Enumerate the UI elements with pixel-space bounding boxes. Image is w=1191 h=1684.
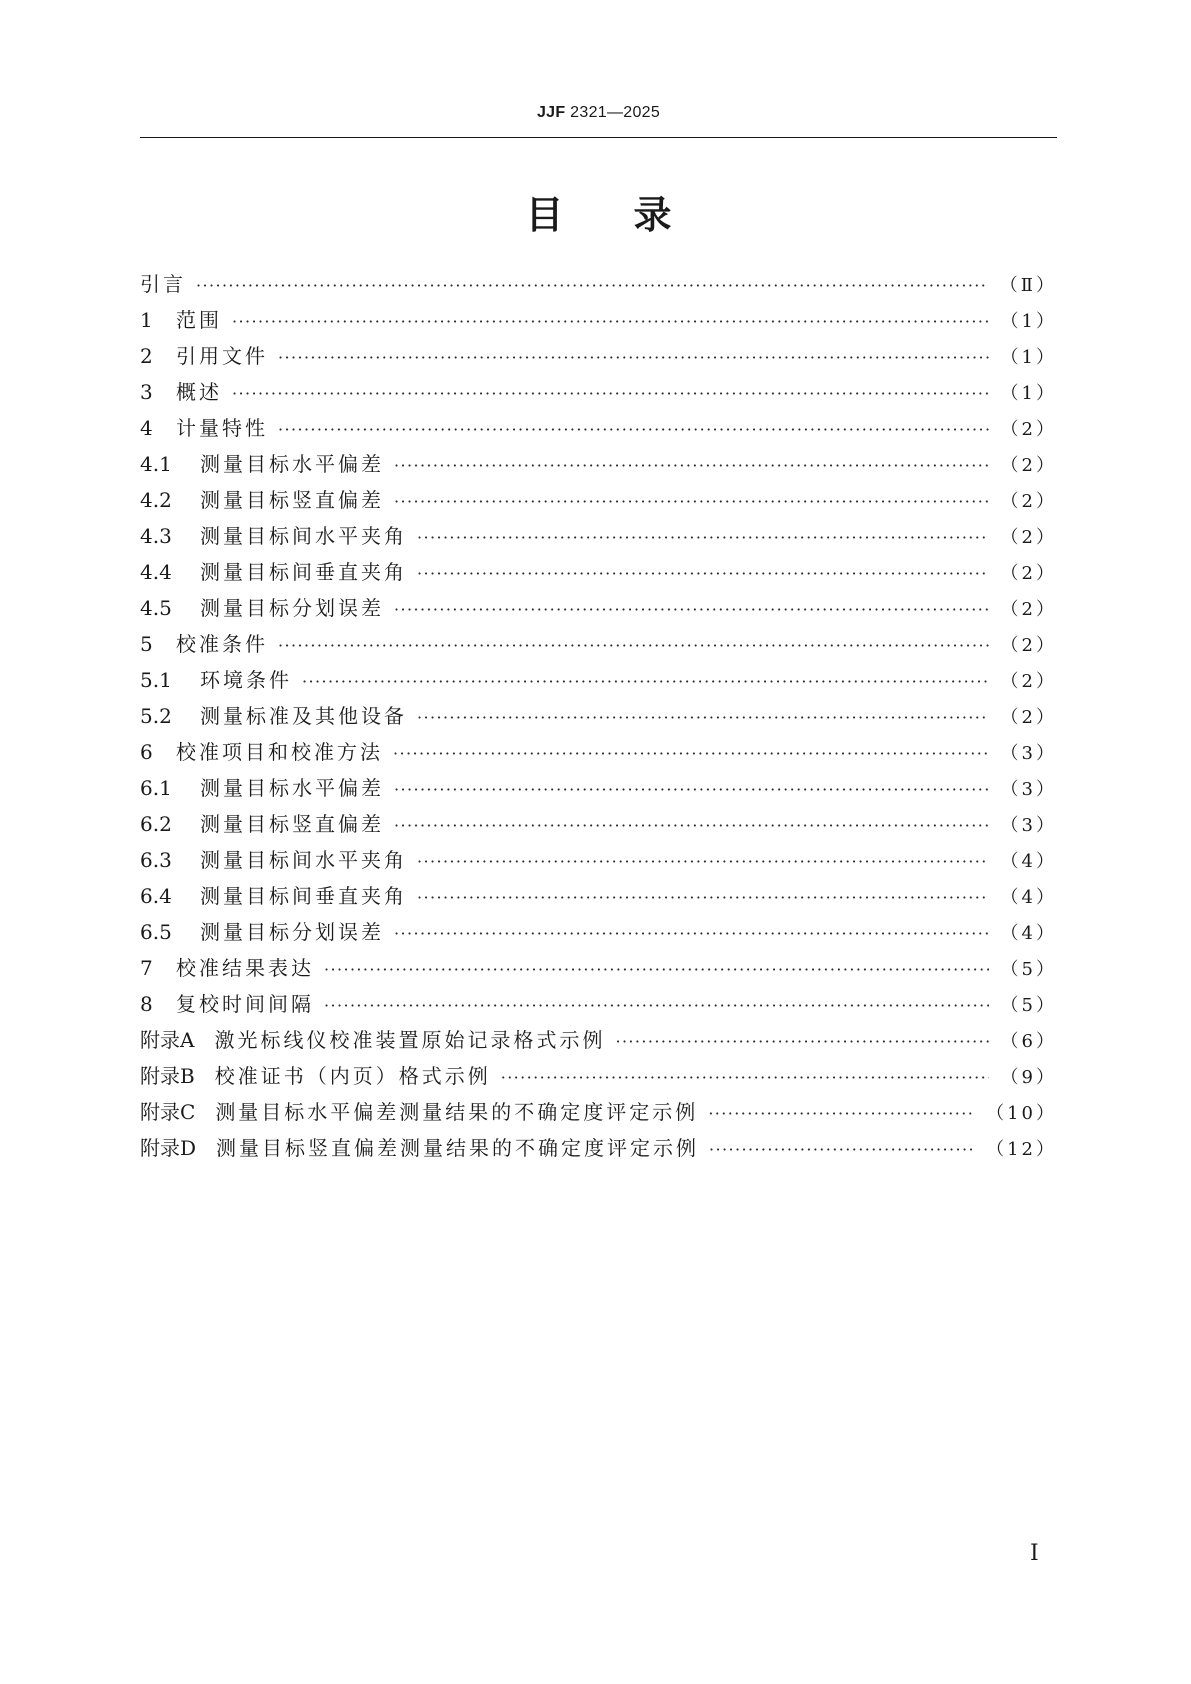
toc-entry-title: 测量目标间垂直夹角 xyxy=(200,884,407,908)
toc-leader-dots xyxy=(232,376,989,412)
toc-entry-number: 4.4 xyxy=(140,560,172,584)
toc-entry[interactable] xyxy=(140,1058,1057,1094)
toc-entry[interactable] xyxy=(140,914,1057,950)
toc-entry[interactable] xyxy=(140,1130,1057,1166)
toc-entry-title: 校准结果表达 xyxy=(176,956,314,980)
toc-leader-dots xyxy=(196,268,988,304)
table-of-contents xyxy=(140,266,1057,1166)
toc-leader-dots xyxy=(501,1060,989,1096)
toc-entry-number: 6.3 xyxy=(140,848,172,872)
toc-entry[interactable] xyxy=(140,338,1057,374)
toc-entry[interactable] xyxy=(140,554,1057,590)
page-number: Ⅰ xyxy=(1030,1541,1039,1566)
toc-entry-number: 6.1 xyxy=(140,776,172,800)
toc-entry-page: （2） xyxy=(1000,563,1057,584)
toc-entry-title: 测量目标竖直偏差测量结果的不确定度评定示例 xyxy=(216,1136,700,1160)
toc-entry-number: 3 xyxy=(140,380,153,404)
toc-entry-title: 测量目标水平偏差 xyxy=(200,776,384,800)
toc-entry-page: （1） xyxy=(1000,347,1057,368)
toc-entry-number: 4.3 xyxy=(140,524,172,548)
toc-entry-number: 6.4 xyxy=(140,884,172,908)
toc-entry-page: （10） xyxy=(986,1103,1057,1124)
toc-entry[interactable] xyxy=(140,878,1057,914)
toc-entry-page: （6） xyxy=(1000,1031,1057,1052)
toc-entry-number: 5 xyxy=(140,632,153,656)
toc-entry-page: （2） xyxy=(1000,491,1057,512)
toc-entry[interactable] xyxy=(140,446,1057,482)
toc-entry-number: 4 xyxy=(140,416,153,440)
toc-entry-page: （2） xyxy=(1000,419,1057,440)
toc-entry-page: （2） xyxy=(1000,599,1057,620)
toc-entry-page: （2） xyxy=(1000,455,1057,476)
document-code-number: 2321—2025 xyxy=(570,104,661,121)
toc-entry-title: 引言 xyxy=(140,272,186,296)
toc-entry[interactable] xyxy=(140,302,1057,338)
toc-entry-title: 测量目标水平偏差测量结果的不确定度评定示例 xyxy=(215,1100,699,1124)
toc-leader-dots xyxy=(417,700,989,736)
toc-entry-title: 测量目标间水平夹角 xyxy=(200,524,407,548)
toc-entry[interactable] xyxy=(140,986,1057,1022)
toc-entry-number: 5.2 xyxy=(140,704,172,728)
toc-entry-number: 1 xyxy=(140,308,153,332)
toc-entry-title: 测量目标竖直偏差 xyxy=(200,488,384,512)
toc-entry-title: 测量目标竖直偏差 xyxy=(200,812,384,836)
toc-entry[interactable] xyxy=(140,734,1057,770)
toc-entry-number: 6 xyxy=(140,740,153,764)
toc-leader-dots xyxy=(394,448,989,484)
toc-entry-number: 5.1 xyxy=(140,668,172,692)
toc-entry-title: 范围 xyxy=(176,308,222,332)
toc-entry[interactable] xyxy=(140,518,1057,554)
toc-entry[interactable] xyxy=(140,374,1057,410)
toc-leader-dots xyxy=(394,916,989,952)
toc-entry-number: 6.2 xyxy=(140,812,172,836)
toc-entry-title: 测量目标间水平夹角 xyxy=(200,848,407,872)
document-code-header xyxy=(140,104,1057,122)
toc-leader-dots xyxy=(394,772,989,808)
toc-leader-dots xyxy=(278,340,989,376)
toc-entry-page: （3） xyxy=(1000,779,1057,800)
toc-entry-page: （1） xyxy=(1000,383,1057,404)
toc-leader-dots xyxy=(394,808,989,844)
toc-entry-title: 校准项目和校准方法 xyxy=(176,740,383,764)
toc-entry-title: 计量特性 xyxy=(176,416,268,440)
toc-leader-dots xyxy=(232,304,989,340)
toc-entry-page: （2） xyxy=(1000,671,1057,692)
toc-entry-title: 概述 xyxy=(176,380,222,404)
toc-entry[interactable] xyxy=(140,266,1057,302)
toc-leader-dots xyxy=(324,988,989,1024)
toc-leader-dots xyxy=(394,484,989,520)
toc-entry-number: 附录C xyxy=(140,1100,196,1124)
toc-entry-number: 4.5 xyxy=(140,596,172,620)
toc-entry-page: （5） xyxy=(1000,959,1057,980)
toc-entry-title: 引用文件 xyxy=(176,344,268,368)
toc-entry[interactable] xyxy=(140,1094,1057,1130)
toc-entry-page: （3） xyxy=(1000,815,1057,836)
toc-entry[interactable] xyxy=(140,590,1057,626)
toc-entry-number: 附录D xyxy=(140,1136,197,1160)
toc-entry-page: （12） xyxy=(986,1139,1057,1160)
toc-entry-page: （4） xyxy=(1000,887,1057,908)
toc-entry-page: （9） xyxy=(1000,1067,1057,1088)
toc-entry[interactable] xyxy=(140,842,1057,878)
toc-entry[interactable] xyxy=(140,950,1057,986)
toc-entry-page: （5） xyxy=(1000,995,1057,1016)
toc-entry[interactable] xyxy=(140,626,1057,662)
toc-entry-page: （3） xyxy=(1000,743,1057,764)
toc-entry-title: 测量标准及其他设备 xyxy=(200,704,407,728)
toc-leader-dots xyxy=(615,1024,988,1060)
toc-leader-dots xyxy=(709,1132,974,1168)
toc-entry-page: （Ⅱ） xyxy=(999,275,1057,296)
toc-entry[interactable] xyxy=(140,806,1057,842)
toc-entry-page: （4） xyxy=(1000,851,1057,872)
toc-entry[interactable] xyxy=(140,662,1057,698)
toc-entry[interactable] xyxy=(140,1022,1057,1058)
toc-entry-page: （4） xyxy=(1000,923,1057,944)
toc-entry-title: 激光标线仪校准装置原始记录格式示例 xyxy=(214,1028,606,1052)
toc-entry-page: （1） xyxy=(1000,311,1057,332)
toc-entry[interactable] xyxy=(140,482,1057,518)
toc-entry-number: 4.2 xyxy=(140,488,172,512)
toc-entry[interactable] xyxy=(140,770,1057,806)
toc-entry[interactable] xyxy=(140,410,1057,446)
toc-entry-number: 6.5 xyxy=(140,920,172,944)
toc-entry-page: （2） xyxy=(1000,707,1057,728)
toc-entry-title: 校准条件 xyxy=(176,632,268,656)
toc-leader-dots xyxy=(302,664,989,700)
toc-leader-dots xyxy=(394,592,989,628)
toc-leader-dots xyxy=(324,952,989,988)
toc-leader-dots xyxy=(278,628,989,664)
toc-leader-dots xyxy=(708,1096,974,1132)
toc-entry-page: （2） xyxy=(1000,635,1057,656)
toc-leader-dots xyxy=(393,736,989,772)
toc-entry-title: 测量目标间垂直夹角 xyxy=(200,560,407,584)
toc-entry-title: 测量目标分划误差 xyxy=(200,920,384,944)
toc-entry-title: 测量目标水平偏差 xyxy=(200,452,384,476)
toc-leader-dots xyxy=(417,556,989,592)
toc-entry-number: 2 xyxy=(140,344,153,368)
toc-entry-page: （2） xyxy=(1000,527,1057,548)
header-divider xyxy=(140,137,1057,138)
toc-entry[interactable] xyxy=(140,698,1057,734)
toc-leader-dots xyxy=(278,412,989,448)
toc-entry-title: 复校时间间隔 xyxy=(176,992,314,1016)
document-code-prefix: JJF xyxy=(536,104,566,121)
toc-leader-dots xyxy=(417,880,989,916)
toc-entry-title: 校准证书（内页）格式示例 xyxy=(214,1064,491,1088)
toc-entry-number: 附录A xyxy=(140,1028,195,1052)
toc-leader-dots xyxy=(417,844,989,880)
toc-entry-number: 8 xyxy=(140,992,153,1016)
toc-leader-dots xyxy=(417,520,989,556)
page-title: 目录 xyxy=(525,193,742,237)
toc-entry-title: 环境条件 xyxy=(200,668,292,692)
toc-entry-title: 测量目标分划误差 xyxy=(200,596,384,620)
toc-entry-number: 附录B xyxy=(140,1064,195,1088)
toc-entry-number: 4.1 xyxy=(140,452,172,476)
toc-entry-number: 7 xyxy=(140,956,153,980)
